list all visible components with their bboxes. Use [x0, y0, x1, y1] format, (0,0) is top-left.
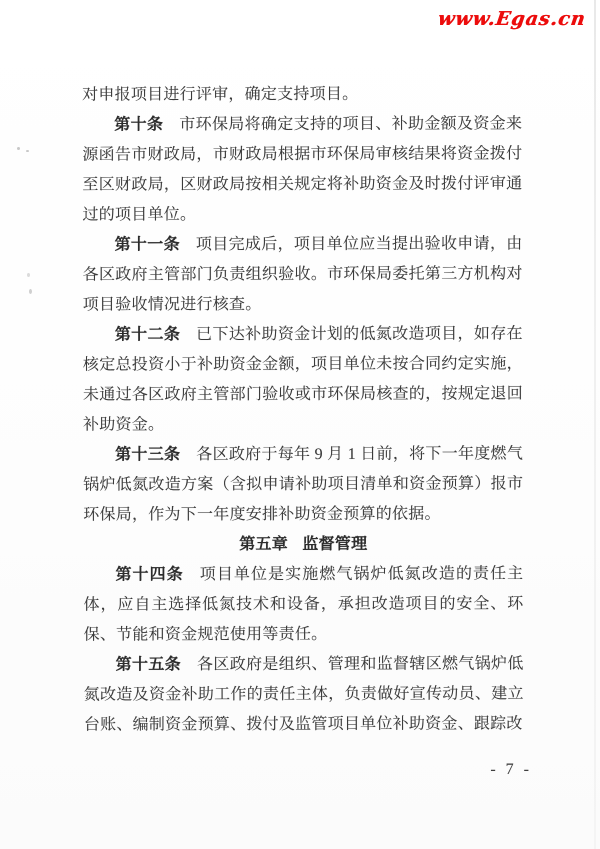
scan-speck	[27, 273, 30, 277]
article-12-label: 第十二条	[114, 326, 181, 344]
article-11-text: 项目完成后，项目单位应当提出验收申请，由各区政府主管部门负责组织验收。市环保局委托第三方机构对项目验收情况进行核查。	[82, 235, 523, 314]
article-12-text: 已下达补助资金计划的低氮改造项目，如存在核定总投资小于补助资金金额，项目单位未按合同约定实施，未通过各区政府主管部门验收或市环保局核查的，按规定退回补助资金。	[82, 325, 523, 434]
article-13-text: 各区政府于每年 9 月 1 日前，将下一年度燃气锅炉低氮改造方案（含拟申请补助项目清单和资金预算）报市环保局，作为下一年度安排补助资金预算的依据。	[83, 445, 524, 524]
article-15	[84, 649, 524, 740]
chapter-heading	[83, 529, 523, 560]
article-13	[83, 439, 523, 530]
article-14-label: 第十四条	[115, 566, 184, 584]
chapter-number: 第五章	[239, 536, 289, 554]
article-10-label: 第十条	[114, 116, 164, 134]
article-11-label: 第十一条	[114, 236, 180, 254]
scan-edge-shadow	[594, 0, 596, 849]
page-number: - 7 -	[490, 761, 532, 778]
scan-speck	[29, 289, 32, 294]
watermark-url-text: www.Egas.cn	[436, 8, 588, 30]
article-10	[82, 109, 522, 230]
article-13-label: 第十三条	[115, 446, 181, 464]
article-14-text: 项目单位是实施燃气锅炉低氮改造的责任主体，应自主选择低氮技术和设备，承担改造项目的安全、环保、节能和资金规范使用等责任。	[83, 565, 524, 644]
scan-speck	[17, 147, 20, 150]
document-body	[82, 79, 524, 740]
article-10-text: 市环保局将确定支持的项目、补助金额及资金来源函告市财政局，市财政局根据市环保局审核结果将资金拨付至区财政局，区财政局按相关规定将补助资金及时拨付评审通过的项目单位。	[82, 115, 523, 224]
article-12	[83, 319, 523, 440]
article-15-text: 各区政府是组织、管理和监督辖区燃气锅炉低氮改造及资金补助工作的责任主体，负责做好宣传动员、建立台账、编制资金预算、拨付及监管项目单位补助资金、跟踪改	[83, 655, 524, 734]
article-15-label: 第十五条	[115, 656, 182, 674]
article-14	[83, 559, 523, 650]
paragraph-continuation: 对申报项目进行评审，确定支持项目。	[82, 85, 359, 104]
chapter-title: 监督管理	[302, 535, 368, 554]
scan-speck	[26, 150, 29, 152]
article-11	[83, 229, 523, 320]
